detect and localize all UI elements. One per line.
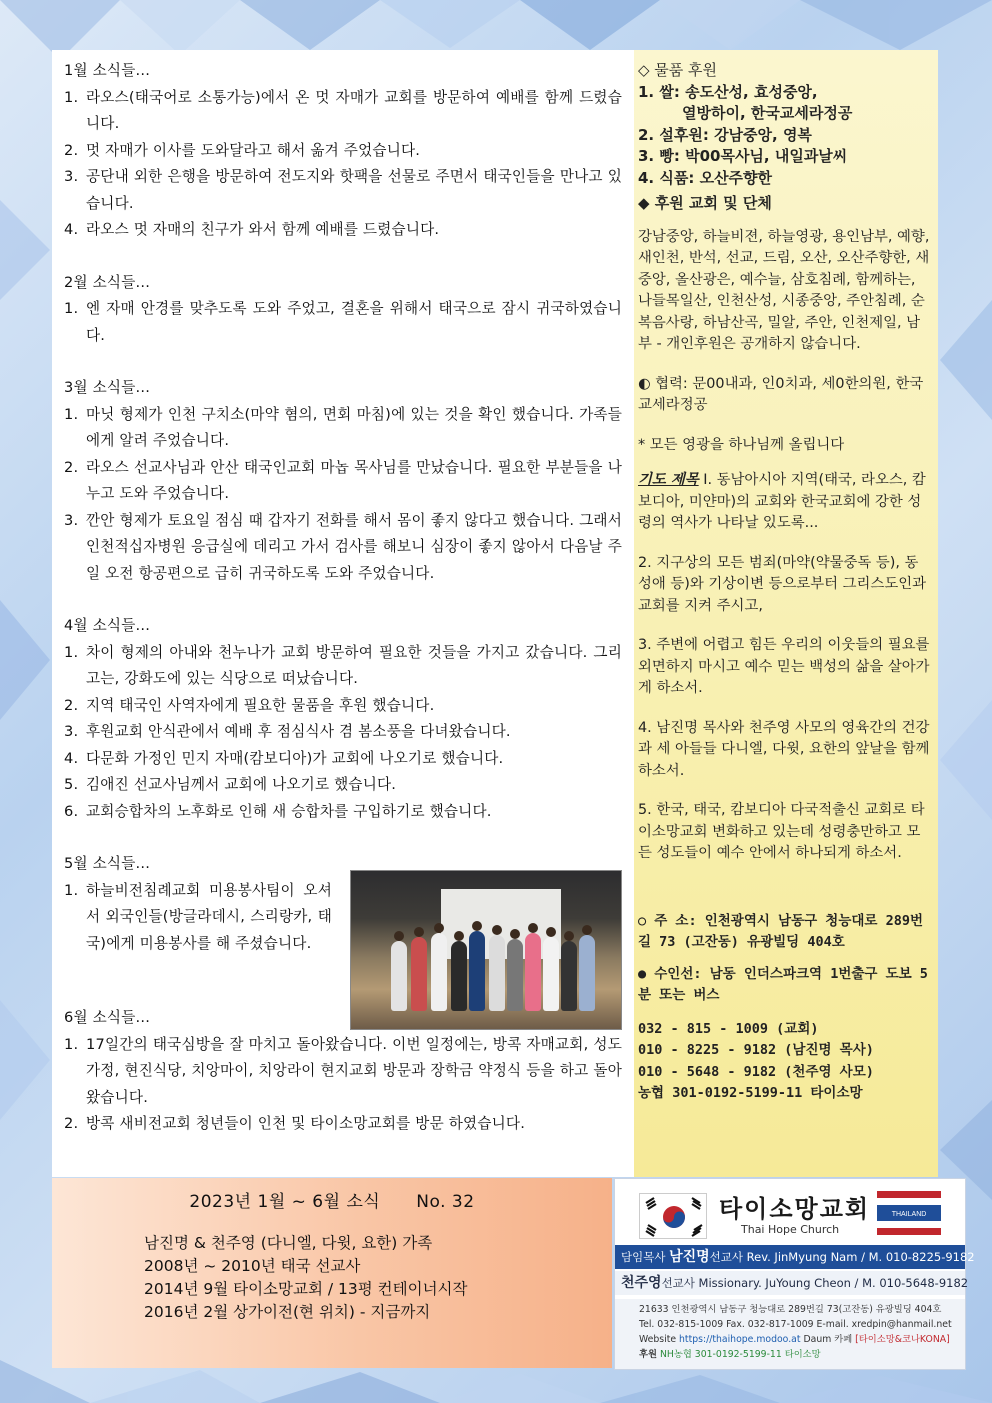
church-name-en: Thai Hope Church xyxy=(741,1223,840,1236)
goods-item: 3. 빵: 박00목사님, 내일과날씨 xyxy=(638,147,848,165)
section-title: 3월 소식들... xyxy=(64,379,151,396)
flag-label: THAILAND xyxy=(891,1211,927,1218)
bank-account: 농협 301-0192-5199-11 타이소망 xyxy=(638,1085,863,1101)
list-item: 4. 다문화 가정인 민지 자매(캄보디아)가 교회에 나오기로 했습니다. xyxy=(64,749,504,767)
support-title: ◆ 후원 교회 및 단체 xyxy=(638,194,772,212)
prayer-title: 기도 제목 xyxy=(638,472,699,488)
phone-church: 032 - 815 - 1009 (교회) xyxy=(638,1020,819,1037)
issue-footer xyxy=(52,1178,612,1368)
goods-title: ◇ 물품 후원 xyxy=(638,61,718,79)
card-address: 21633 인천광역시 남동구 청능대로 289번길 73(고잔동) 유광빌딩 404호 xyxy=(639,1304,942,1315)
family-history xyxy=(144,1232,467,1324)
newsletter-side-column xyxy=(634,50,938,1177)
february-news xyxy=(64,270,622,350)
glory-note: * 모든 영광을 하나님께 올립니다 xyxy=(638,436,845,453)
history-line: 2016년 2월 상가이전(현 위치) - 지금까지 xyxy=(144,1303,431,1321)
list-item: 1. 마닛 형제가 인천 구치소(마약 혐의, 면회 마침)에 있는 것을 확인 했습니다. 가족들에게 알려 주었습니다. xyxy=(64,405,622,449)
card-contact: Tel. 032-815-1009 Fax. 032-817-1009 E-mail. xredpin@hanmail.net xyxy=(639,1319,952,1330)
list-item: 1. 17일간의 태국심방을 잘 마치고 돌아왔습니다. 이번 일정에는, 방콕 자매교회, 성도가정, 현진식당, 치앙마이, 치앙라이 현지교회 방문과 장학금 약정식 등을 하고 돌아왔습니다. xyxy=(64,1035,622,1106)
prayer-1: 기도 제목 I. 동남아시아 지역(태국, 라오스, 캄보디아, 미얀마)의 교회와 한국교회에 강한 성령의 역사가 나타날 있도록... xyxy=(638,472,926,531)
thailand-flag-icon xyxy=(877,1191,941,1235)
goods-support xyxy=(638,60,932,215)
history-line: 2008년 ~ 2010년 태국 선교사 xyxy=(144,1257,361,1275)
april-news xyxy=(64,613,622,825)
card-web: Website https://thaihope.modoo.at Daum 카페 [타이소망&코나KONA] xyxy=(639,1334,950,1345)
list-item: 2. 방콕 새비전교회 청년들이 인천 및 타이소망교회를 방문 하였습니다. xyxy=(64,1115,526,1132)
group-photo xyxy=(350,870,622,1030)
prayer-4: 4. 남진명 목사와 천주영 사모의 영육간의 건강과 세 아들들 다니엘, 다윗, 요한의 앞날을 함께 하소서. xyxy=(638,719,930,779)
list-item: 3. 깐안 형제가 토요일 점심 때 갑자기 전화를 해서 몸이 좋지 않다고 했습니다. 그래서 인천적십자병원 응급실에 데리고 가서 검사를 해보니 심장이 좋지 않아서 다음날 주일 오전 항공편으로 급히 귀국하도록 도와 주었습니다. xyxy=(64,511,622,582)
list-item: 6. 교회승합차의 노후화로 인해 새 승합차를 구입하기로 했습니다. xyxy=(64,802,492,820)
list-item: 3. 공단내 외한 은행을 방문하여 전도지와 핫팩을 선물로 주면서 태국인들을 만나고 있습니다. xyxy=(64,168,622,212)
prayer-2: 2. 지구상의 모든 범죄(마약(약물중독 등), 동성애 등)와 기상이변 등으로부터 그리스도인과 교회를 지켜 주시고, xyxy=(638,554,927,614)
prayer-3: 3. 주변에 어렵고 힘든 우리의 이웃들의 필요를 외면하지 마시고 예수 믿는 백성의 삶을 살아가게 하소서. xyxy=(638,637,930,696)
support-churches: 강남중앙, 하늘비젼, 하늘영광, 용인남부, 예향, 새인천, 반석, 선교, 드림, 오산, 오산주향한, 새중앙, 올산광은, 예수늘, 삼호침례, 함께하는, 나들목일산, 인천산성, 시종중앙, 주안침례, 순복음사랑, 하남산곡, 밀알, 주안, 인천제일, 남부 - 개인후원은 공개하지 않습니다. xyxy=(638,228,930,352)
list-item: 4. 라오스 멋 자매의 친구가 와서 함께 예배를 드렸습니다. xyxy=(64,221,440,238)
church-contact-info xyxy=(615,1299,965,1369)
march-news xyxy=(64,375,622,587)
goods-item: 2. 설후원: 강남중앙, 영복 xyxy=(638,125,812,144)
section-title: 5월 소식들... xyxy=(64,855,151,872)
address: ○ 주 소: 인천광역시 남동구 청능대로 289번길 73 (고잔동) 유광빌딩 404호 xyxy=(638,912,924,950)
issue-number: No. 32 xyxy=(416,1192,475,1212)
list-item: 1. 엔 자매 안경를 맞추도록 도와 주었고, 결혼을 위해서 태국으로 잠시 귀국하였습니다. xyxy=(64,300,622,344)
goods-item: 4. 식품: 오산주향한 xyxy=(638,168,773,187)
directions: ● 수인선: 남동 인더스파크역 1번출구 도보 5분 또는 버스 xyxy=(638,965,928,1003)
goods-item-cont: 열방하이, 한국교세라정공 xyxy=(682,104,853,122)
korea-flag-icon xyxy=(639,1193,707,1239)
list-item: 3. 후원교회 안식관에서 예배 후 점심식사 겸 봄소풍을 다녀왔습니다. xyxy=(64,723,511,740)
list-item: 1. 차이 형제의 아내와 천누나가 교회 방문하여 필요한 것들을 가지고 갔습니다. 그리고는, 강화도에 있는 식당으로 떠났습니다. xyxy=(64,643,622,687)
history-line: 2014년 9월 타이소망교회 / 13평 컨테이너시작 xyxy=(144,1280,468,1298)
section-title: 2월 소식들... xyxy=(64,273,151,291)
goods-item: 1. 쌀: 송도산성, 효성중앙, xyxy=(638,82,818,101)
church-name: 타이소망교회 xyxy=(719,1195,871,1223)
list-item: 1. 하늘비전침례교회 미용봉사팀이 오셔서 외국인들(방글라데시, 스리랑카, 태국)에게 미용봉사를 해 주셨습니다. xyxy=(64,881,332,952)
newsletter-main-column xyxy=(52,50,634,1177)
church-card xyxy=(614,1178,975,1370)
list-item: 2. 지역 태국인 사역자에게 필요한 물품을 후원 했습니다. xyxy=(64,696,435,714)
phone-list xyxy=(638,1019,932,1105)
pastor-line: 담임목사 남진명선교사 Rev. JinMyung Nam / M. 010-8225-9182 xyxy=(615,1245,965,1269)
prayer-5: 5. 한국, 태국, 캄보디아 다국적출신 교회로 타이소망교회 변화하고 있는데 성령충만하고 모든 성도들이 예수 안에서 하나되게 하소서. xyxy=(638,802,925,861)
january-news xyxy=(64,58,622,244)
cafe-link[interactable]: [타이소망&코나KONA] xyxy=(855,1334,950,1345)
section-title: 4월 소식들... xyxy=(64,617,151,634)
card-bank: 후원 NH농협 301-0192-5199-11 타이소망 xyxy=(639,1349,821,1360)
list-item: 2. 라오스 선교사님과 안산 태국인교회 마놉 목사님를 만났습니다. 필요한 부분들을 나누고 도와 주었습니다. xyxy=(64,458,622,502)
history-line: 남진명 & 천주영 (다니엘, 다윗, 요한) 가족 xyxy=(144,1234,433,1252)
wife-line: 천주영선교사 Missionary. JuYoung Cheon / M. 010-5648-9182 xyxy=(615,1271,965,1295)
website-link[interactable]: https://thaihope.modoo.at xyxy=(679,1334,801,1345)
list-item: 5. 김애진 선교사님께서 교회에 나오기로 했습니다. xyxy=(64,776,397,793)
issue-title: 2023년 1월 ~ 6월 소식 No. 32 xyxy=(189,1192,475,1212)
phone-wife: 010 - 5648 - 9182 (천주영 사모) xyxy=(638,1063,874,1080)
section-title: 1월 소식들... xyxy=(64,62,151,79)
list-item: 1. 라오스(태국어로 소통가능)에서 온 멋 자매가 교회를 방문하여 예배를 함께 드렸습니다. xyxy=(64,88,622,132)
cooperation: ◐ 협력: 문00내과, 인0치과, 세0한의원, 한국교세라정공 xyxy=(638,375,924,413)
list-item: 2. 멋 자매가 이사를 도와달라고 해서 옮겨 주었습니다. xyxy=(64,141,421,159)
section-title: 6월 소식들... xyxy=(64,1009,151,1026)
phone-pastor: 010 - 8225 - 9182 (남진명 목사) xyxy=(638,1042,874,1058)
